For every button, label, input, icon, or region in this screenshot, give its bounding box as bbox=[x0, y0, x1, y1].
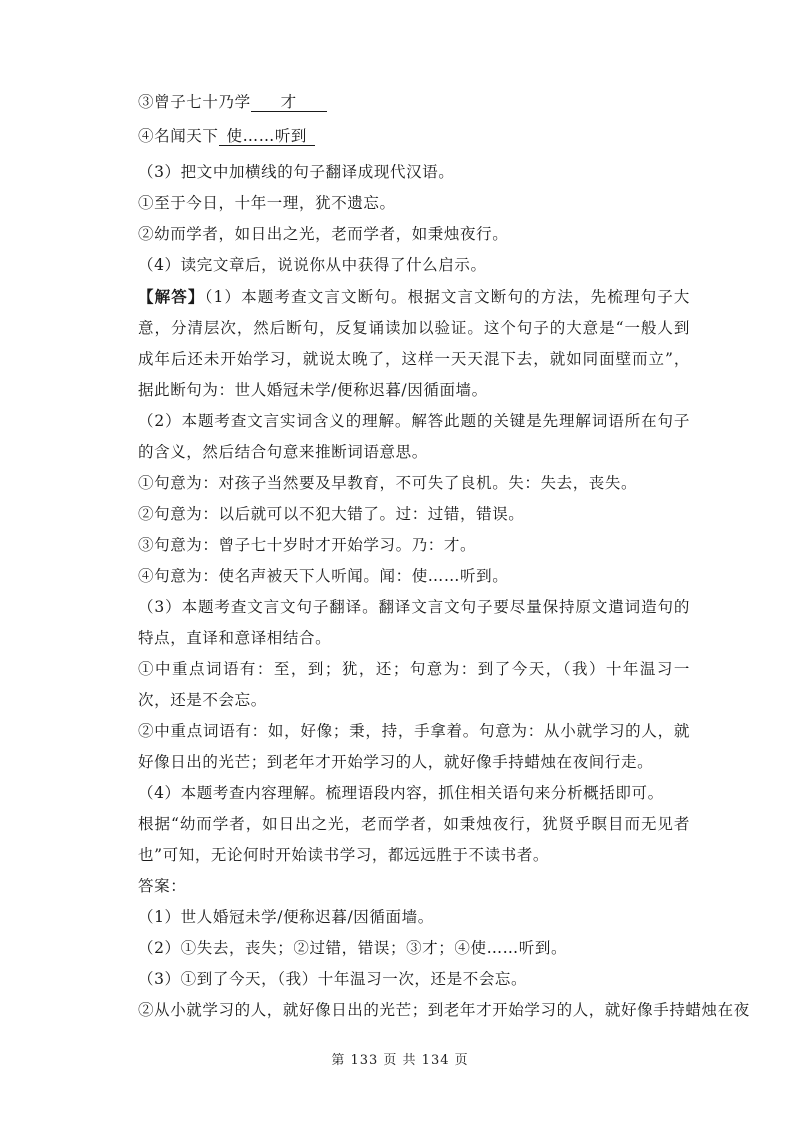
answer-blank: 才 bbox=[251, 93, 327, 112]
question-item-4 bbox=[138, 126, 690, 146]
analysis-paragraph-5: ③句意为：曾子七十岁时才开始学习。乃：才。 bbox=[138, 536, 477, 554]
analysis-paragraph-10: （4）本题考查内容理解。梳理语段内容，抓住相关语句来分析概括即可。 bbox=[138, 784, 664, 802]
page-content bbox=[138, 92, 750, 1026]
question-item-3 bbox=[138, 92, 690, 112]
analysis-paragraph-8: ①中重点词语有：至，到；犹，还；句意为：到了今天，（我）十年温习一次，还是不会忘。 bbox=[138, 660, 690, 709]
answer-blank: 使……听到 bbox=[219, 127, 316, 146]
question-item-prefix: ③曾子七十乃学 bbox=[138, 93, 251, 111]
analysis-paragraph-9: ②中重点词语有：如，好像；秉，持，手拿着。句意为：从小就学习的人，就好像日出的光芒；到老年才开始学习的人，就好像手持蜡烛在夜间行走。 bbox=[138, 722, 690, 771]
analysis-label: 【解答】 bbox=[138, 287, 205, 306]
answer-line-3: （3）①到了今天，（我）十年温习一次，还是不会忘。 bbox=[138, 970, 528, 988]
answer-label: 答案： bbox=[138, 877, 187, 895]
q4-title: （4）读完文章后，说说你从中获得了什么启示。 bbox=[138, 256, 487, 274]
page-footer: 第 133 页 共 134 页 bbox=[331, 1053, 469, 1068]
q3-title: （3）把文中加横线的句子翻译成现代汉语。 bbox=[138, 163, 455, 181]
analysis-paragraph-11: 根据“幼而学者，如日出之光，老而学者，如秉烛夜行，犹贤乎瞑目而无见者也”可知，无论何时开始读书学习，都远远胜于不读书者。 bbox=[138, 815, 690, 864]
answer-line-4: ②从小就学习的人，就好像日出的光芒；到老年才开始学习的人，就好像手持蜡烛在夜 bbox=[138, 1001, 750, 1019]
analysis-paragraph-7: （3）本题考查文言文句子翻译。翻译文言文句子要尽量保持原文遣词造句的特点，直译和意译相结合。 bbox=[138, 598, 690, 647]
answer-line-1: （1）世人婚冠未学/便称迟暮/因循面墙。 bbox=[138, 908, 434, 926]
analysis-paragraph-1: 【解答】（1）本题考查文言文断句。根据文言文断句的方法，先梳理句子大意，分清层次，然后断句，反复诵读加以验证。这个句子的大意是“一般人到成年后还未开始学习，就说太晚了，这样一天天混下去，就如同面壁而立”，据此断句为：世人婚冠未学/便称迟暮/因循面墙。 bbox=[138, 287, 690, 399]
analysis-paragraph-3: ①句意为：对孩子当然要及早教育，不可失了良机。失：失去，丧失。 bbox=[138, 474, 638, 492]
question-item-prefix: ④名闻天下 bbox=[138, 127, 219, 145]
analysis-paragraph-2: （2）本题考查文言实词含义的理解。解答此题的关键是先理解词语所在句子的含义，然后结合句意来推断词语意思。 bbox=[138, 412, 690, 461]
answer-line-2: （2）①失去，丧失；②过错，错误；③才；④使……听到。 bbox=[138, 939, 568, 957]
analysis-paragraph-6: ④句意为：使名声被天下人听闻。闻：使……听到。 bbox=[138, 567, 509, 585]
q3-sentence-1: ①至于今日，十年一理，犹不遗忘。 bbox=[138, 194, 396, 212]
q3-sentence-2: ②幼而学者，如日出之光，老而学者，如秉烛夜行。 bbox=[138, 225, 509, 243]
analysis-paragraph-4: ②句意为：以后就可以不犯大错了。过：过错，错误。 bbox=[138, 505, 525, 523]
